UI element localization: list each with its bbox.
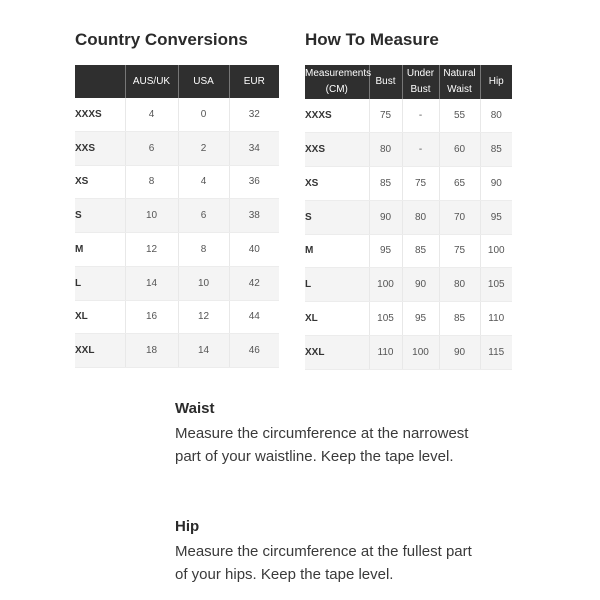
column-header: Hip xyxy=(480,65,512,99)
size-label: XL xyxy=(75,300,125,334)
column-header: Under Bust xyxy=(402,65,439,99)
size-label: S xyxy=(75,199,125,233)
table-cell: 12 xyxy=(178,300,229,334)
table-cell: 90 xyxy=(369,200,402,234)
table-cell: 36 xyxy=(229,165,279,199)
table-cell: 95 xyxy=(369,234,402,268)
size-label: L xyxy=(75,266,125,300)
table-row xyxy=(305,336,512,370)
size-label: XXL xyxy=(305,336,369,370)
column-header: Bust xyxy=(369,65,402,99)
table-cell: 12 xyxy=(125,233,178,267)
size-label: L xyxy=(305,268,369,302)
table-row xyxy=(305,166,512,200)
table-cell: 105 xyxy=(480,268,512,302)
table-row xyxy=(305,132,512,166)
table-row xyxy=(75,165,279,199)
table-row xyxy=(305,234,512,268)
table-row xyxy=(305,268,512,302)
table-cell: 100 xyxy=(402,336,439,370)
size-label: XXXS xyxy=(305,99,369,132)
size-label: XXS xyxy=(305,132,369,166)
table-cell: 4 xyxy=(178,165,229,199)
size-label: M xyxy=(75,233,125,267)
table-cell: 14 xyxy=(178,334,229,368)
table-row xyxy=(75,266,279,300)
table-cell: 8 xyxy=(178,233,229,267)
table-cell: 80 xyxy=(439,268,480,302)
table-cell: 18 xyxy=(125,334,178,368)
table-cell: - xyxy=(402,132,439,166)
table-cell: 14 xyxy=(125,266,178,300)
country-conversions-table xyxy=(75,65,279,368)
table-cell: 8 xyxy=(125,165,178,199)
table-cell: 55 xyxy=(439,99,480,132)
size-label: S xyxy=(305,200,369,234)
table-row xyxy=(75,98,279,131)
table-cell: 34 xyxy=(229,131,279,165)
table-cell: 90 xyxy=(402,268,439,302)
column-header: USA xyxy=(178,65,229,98)
table-cell: 110 xyxy=(480,302,512,336)
table-header-row xyxy=(75,65,279,98)
table-cell: 80 xyxy=(402,200,439,234)
table-row xyxy=(305,99,512,132)
table-cell: 6 xyxy=(125,131,178,165)
table-cell: 38 xyxy=(229,199,279,233)
waist-guide xyxy=(175,400,475,468)
table-cell: 0 xyxy=(178,98,229,131)
size-label: XL xyxy=(305,302,369,336)
table-cell: 40 xyxy=(229,233,279,267)
table-cell: 90 xyxy=(439,336,480,370)
table-cell: 105 xyxy=(369,302,402,336)
table-header-row xyxy=(305,65,512,99)
table-cell: 32 xyxy=(229,98,279,131)
table-cell: 6 xyxy=(178,199,229,233)
size-label: XXXS xyxy=(75,98,125,131)
table-cell: 16 xyxy=(125,300,178,334)
table-row xyxy=(75,233,279,267)
column-header: AUS/UK xyxy=(125,65,178,98)
table-row xyxy=(75,334,279,368)
table-cell: 75 xyxy=(439,234,480,268)
table-cell: 75 xyxy=(402,166,439,200)
table-row xyxy=(75,199,279,233)
table-row xyxy=(75,131,279,165)
table-cell: 42 xyxy=(229,266,279,300)
hip-guide xyxy=(175,518,475,586)
table-cell: 65 xyxy=(439,166,480,200)
table-cell: 46 xyxy=(229,334,279,368)
table-cell: 100 xyxy=(480,234,512,268)
how-to-measure-table xyxy=(305,65,512,370)
country-conversions-heading: Country Conversions xyxy=(75,30,248,49)
hip-guide-title: Hip xyxy=(175,518,200,535)
table-cell: 2 xyxy=(178,131,229,165)
waist-guide-text: Measure the circumference at the narrowest part of your waistline. Keep the tape level. xyxy=(175,425,469,465)
table-cell: 115 xyxy=(480,336,512,370)
table-row xyxy=(75,300,279,334)
table-cell: 60 xyxy=(439,132,480,166)
table-cell: 95 xyxy=(402,302,439,336)
size-label: XXS xyxy=(75,131,125,165)
table-cell: 100 xyxy=(369,268,402,302)
column-header: EUR xyxy=(229,65,279,98)
table-cell: 85 xyxy=(402,234,439,268)
table-cell: - xyxy=(402,99,439,132)
table-cell: 85 xyxy=(369,166,402,200)
column-header xyxy=(75,65,125,98)
size-label: XXL xyxy=(75,334,125,368)
waist-guide-title: Waist xyxy=(175,400,215,417)
table-cell: 4 xyxy=(125,98,178,131)
table-cell: 44 xyxy=(229,300,279,334)
size-label: XS xyxy=(75,165,125,199)
column-header: Measurements (CM) xyxy=(305,65,369,99)
size-label: XS xyxy=(305,166,369,200)
table-cell: 80 xyxy=(480,99,512,132)
table-cell: 85 xyxy=(480,132,512,166)
table-cell: 90 xyxy=(480,166,512,200)
table-cell: 75 xyxy=(369,99,402,132)
table-cell: 10 xyxy=(178,266,229,300)
table-cell: 85 xyxy=(439,302,480,336)
table-cell: 70 xyxy=(439,200,480,234)
table-row xyxy=(305,200,512,234)
table-cell: 95 xyxy=(480,200,512,234)
column-header: Natural Waist xyxy=(439,65,480,99)
table-cell: 10 xyxy=(125,199,178,233)
how-to-measure-heading: How To Measure xyxy=(305,30,439,49)
hip-guide-text: Measure the circumference at the fullest part of your hips. Keep the tape level. xyxy=(175,543,472,583)
table-row xyxy=(305,302,512,336)
table-cell: 110 xyxy=(369,336,402,370)
size-label: M xyxy=(305,234,369,268)
table-cell: 80 xyxy=(369,132,402,166)
